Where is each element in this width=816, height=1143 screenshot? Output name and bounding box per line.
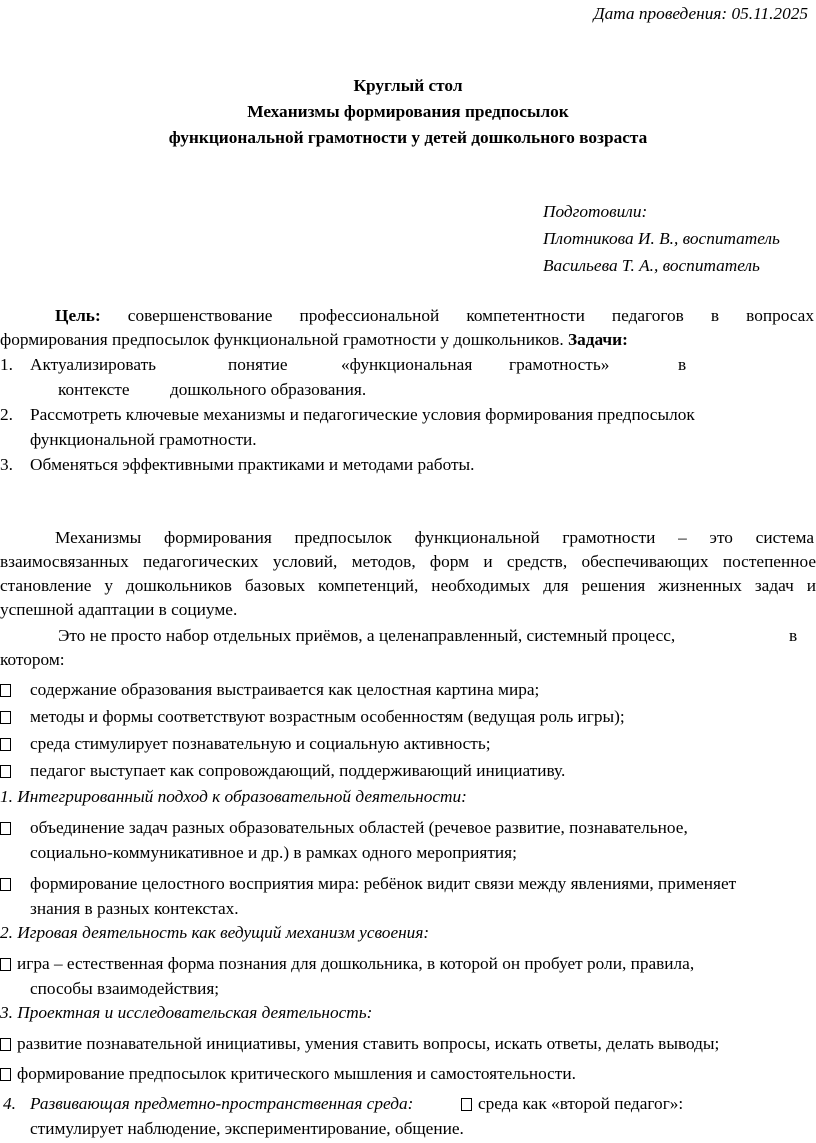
goal-text-2: формирования предпосылок функциональной грамотности у дошкольников.: [0, 330, 564, 349]
section-1-heading: 1. Интегрированный подход к образовательной деятельности:: [0, 787, 467, 806]
bullet-box-icon: [461, 1098, 472, 1111]
title-line-2: Механизмы формирования предпосылок: [247, 102, 569, 121]
bullet-box-icon: [0, 765, 11, 778]
authors-heading: Подготовили:: [543, 202, 648, 221]
author-1: Плотникова И. В., воспитатель: [543, 229, 780, 248]
para2-line-1-end: в: [789, 626, 798, 645]
task-3-line-1: Обменяться эффективными практиками и методами работы.: [30, 455, 475, 474]
bullet-1-3: среда стимулирует познавательную и социальную активность;: [30, 734, 491, 753]
para1-line-3: становление у дошкольников базовых компетенций, необходимых для решения жизненных задач и: [0, 576, 816, 595]
bullet-box-icon: [0, 1038, 11, 1051]
para1-line-2: взаимосвязанных педагогических условий, методов, форм и средств, обеспечивающих постепенное: [0, 552, 816, 571]
task-1-w5: в: [678, 355, 687, 374]
section-1-b2-line-2: знания в разных контекстах.: [30, 899, 239, 918]
section-3-b2: формирование предпосылок критического мышления и самостоятельности.: [17, 1064, 576, 1083]
para2-line-2: котором:: [0, 650, 65, 669]
section-4-b1-line-2: стимулирует наблюдение, экспериментирование, общение.: [30, 1119, 464, 1138]
bullet-box-icon: [0, 1068, 11, 1081]
bullet-1-4: педагог выступает как сопровождающий, поддерживающий инициативу.: [30, 761, 566, 780]
bullet-1-1: содержание образования выстраивается как целостная картина мира;: [30, 680, 540, 699]
section-2-b1-line-2: способы взаимодействия;: [30, 979, 220, 998]
section-1-b2-line-1: формирование целостного восприятия мира: ребёнок видит связи между явлениями, применяет: [30, 874, 737, 893]
para1-line-4: успешной адаптации в социуме.: [0, 600, 238, 619]
bullet-box-icon: [0, 711, 11, 724]
para2-line-1: Это не просто набор отдельных приёмов, а целенаправленный, системный процесс,: [58, 626, 676, 645]
section-1-b1-line-1: объединение задач разных образовательных областей (речевое развитие, познавательное,: [30, 818, 688, 837]
task-1-num: 1.: [0, 355, 13, 374]
goal-line-1: [55, 306, 814, 326]
task-3-num: 3.: [0, 455, 13, 474]
section-2-heading: 2. Игровая деятельность как ведущий механизм усвоения:: [0, 923, 430, 942]
section-3-b1: развитие познавательной инициативы, умения ставить вопросы, искать ответы, делать выводы;: [17, 1034, 720, 1053]
section-4-num: 4.: [3, 1094, 16, 1113]
bullet-1-2: методы и формы соответствуют возрастным особенностям (ведущая роль игры);: [30, 707, 625, 726]
section-2-b1-line-1: игра – естественная форма познания для дошкольника, в которой он пробует роли, правила,: [17, 954, 695, 973]
goal-line-2: [0, 330, 628, 350]
para1-line-1: Механизмы формирования предпосылок функциональной грамотности – это система: [55, 528, 814, 547]
event-date: Дата проведения: 05.11.2025: [593, 4, 808, 23]
task-2-num: 2.: [0, 405, 13, 424]
task-1-w4: грамотность»: [509, 355, 610, 374]
task-1-w2: понятие: [228, 355, 288, 374]
section-4-heading: Развивающая предметно-пространственная среда:: [30, 1094, 414, 1113]
task-1-w3: «функциональная: [341, 355, 473, 374]
bullet-box-icon: [0, 684, 11, 697]
task-1-w7: дошкольного образования.: [170, 380, 367, 399]
author-2: Васильева Т. А., воспитатель: [543, 256, 760, 275]
bullet-box-icon: [0, 878, 11, 891]
section-1-b1-line-2: социально-коммуникативное и др.) в рамках одного мероприятия;: [30, 843, 517, 862]
goal-text-1: совершенствование профессиональной компетентности педагогов в вопросах: [127, 306, 814, 325]
task-1-w1: Актуализировать: [30, 355, 157, 374]
bullet-box-icon: [0, 822, 11, 835]
tasks-label: Задачи:: [567, 330, 628, 349]
section-3-heading: 3. Проектная и исследовательская деятельность:: [0, 1003, 373, 1022]
task-2-line-1: Рассмотреть ключевые механизмы и педагогические условия формирования предпосылок: [30, 405, 695, 424]
title-line-3: функциональной грамотности у детей дошкольного возраста: [168, 128, 648, 147]
task-1-w6: контексте: [58, 380, 130, 399]
task-2-line-2: функциональной грамотности.: [30, 430, 257, 449]
goal-label: Цель:: [55, 306, 101, 325]
title-line-1: Круглый стол: [353, 76, 463, 95]
section-4-b1-line-1: среда как «второй педагог»:: [478, 1094, 684, 1113]
bullet-box-icon: [0, 958, 11, 971]
bullet-box-icon: [0, 738, 11, 751]
